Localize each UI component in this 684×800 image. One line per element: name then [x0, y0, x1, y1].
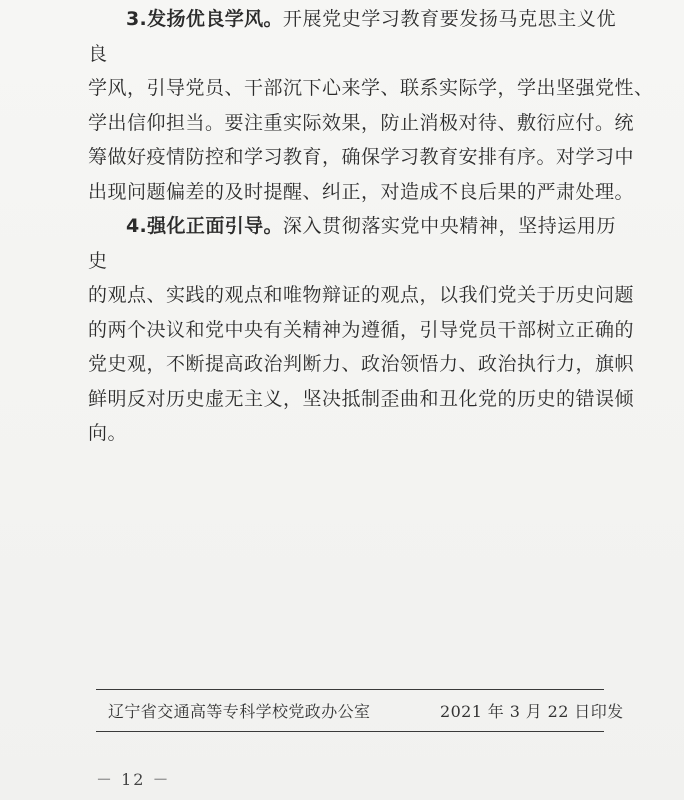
paragraph-3-heading: 3.发扬优良学风。	[126, 8, 283, 30]
paragraph-3-line-3: 学出信仰担当。要注重实际效果，防止消极对待、敷衍应付。统	[88, 111, 635, 134]
footer-top-rule	[96, 689, 604, 690]
body-text	[88, 0, 654, 451]
paragraph-4-line-6: 向。	[88, 422, 128, 444]
footer-issuer: 辽宁省交通高等专科学校党政办公室	[108, 702, 371, 721]
paragraph-3-line-5: 出现问题偏差的及时提醒、纠正，对造成不良后果的严肃处理。	[88, 180, 635, 203]
footer-date: 2021 年 3 月 22 日印发	[440, 702, 624, 721]
paragraph-4-heading: 4.强化正面引导。	[126, 215, 283, 237]
paragraph-4-line-5: 鲜明反对历史虚无主义，坚决抵制歪曲和丑化党的历史的错误倾	[88, 387, 635, 410]
paragraph-4-line-1: 深入贯彻落实党中央精神，坚持运用历史	[88, 215, 616, 272]
paragraph-3-line-2: 学风，引导党员、干部沉下心来学、联系实际学，学出坚强党性、	[88, 77, 654, 99]
footer-bottom-rule	[96, 731, 604, 732]
paragraph-3	[88, 2, 654, 209]
paragraph-4	[88, 209, 635, 451]
paragraph-4-line-2: 的观点、实践的观点和唯物辩证的观点，以我们党关于历史问题	[88, 284, 635, 306]
paragraph-4-line-3: 的两个决议和党中央有关精神为遵循，引导党员干部树立正确的	[88, 318, 635, 341]
paragraph-3-line-1: 开展党史学习教育要发扬马克思主义优良	[88, 8, 616, 65]
paragraph-3-line-4: 筹做好疫情防控和学习教育，确保学习教育安排有序。对学习中	[88, 146, 635, 168]
paragraph-4-line-4: 党史观，不断提高政治判断力、政治领悟力、政治执行力，旗帜	[88, 353, 635, 375]
page-number: － 12 －	[96, 770, 171, 789]
